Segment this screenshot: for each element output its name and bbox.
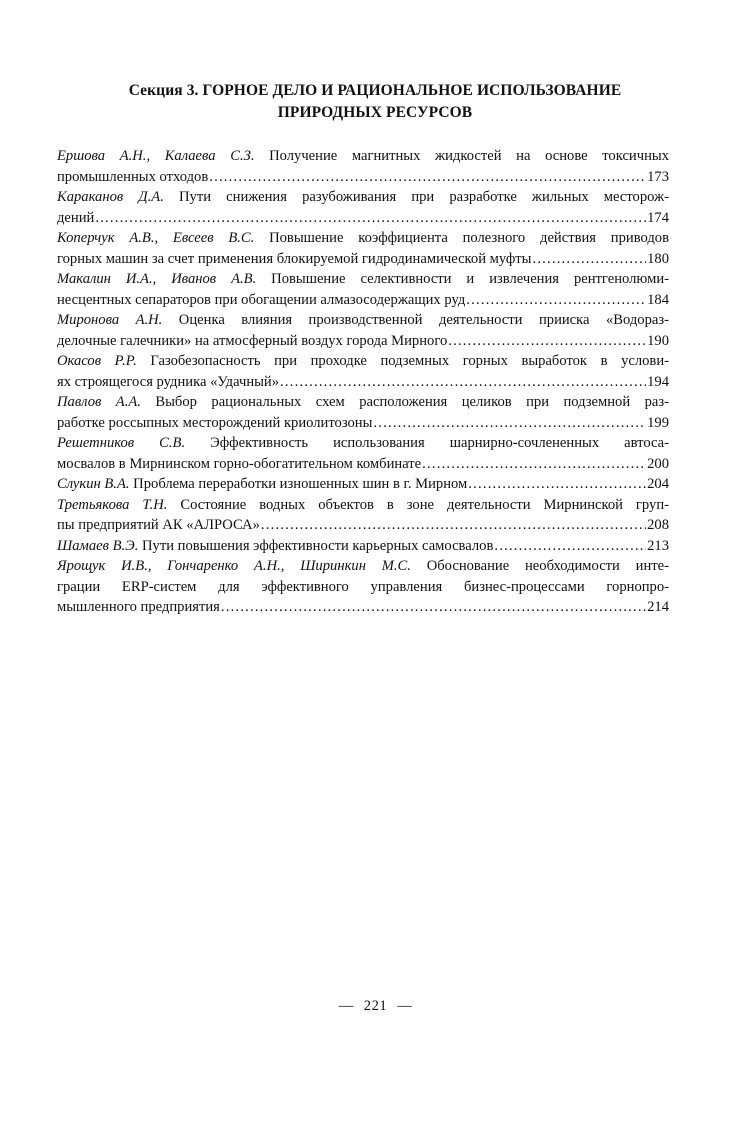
- toc-entry-authors: Слукин В.А.: [57, 476, 130, 492]
- toc-entry-title-end: работке россыпных месторождений криолитозоны: [57, 414, 373, 431]
- toc-entry-last-line: [57, 167, 669, 188]
- toc-entry-last-line: [57, 290, 669, 311]
- toc-entry-title-start: Газобезопасность при проходке подземных горных выработок в услови-: [136, 353, 669, 369]
- toc-entry: [57, 474, 669, 495]
- toc-entry-lead: [57, 392, 669, 413]
- table-of-contents: [57, 146, 669, 618]
- toc-entry: [57, 433, 669, 474]
- leader-dots: [280, 372, 646, 393]
- toc-entry-page: 208: [647, 517, 669, 533]
- toc-entry-last-line: [57, 474, 669, 495]
- leader-dots: [448, 331, 646, 352]
- toc-entry-authors: Коперчук А.В., Евсеев В.С.: [57, 230, 255, 246]
- toc-entry-title-middle: грации ERP-систем для эффективного управления бизнес-процессами горнопро-: [57, 578, 669, 595]
- toc-entry-page: 200: [647, 455, 669, 472]
- toc-entry: [57, 269, 669, 310]
- toc-entry-last-line: [57, 536, 669, 557]
- toc-entry-title-start: Проблема переработки изношенных шин в г. Мирном: [129, 476, 468, 492]
- toc-entry-title-end: дений: [57, 209, 95, 226]
- leader-dots: [261, 515, 646, 536]
- toc-entry-title-start: Обоснование необходимости инте-: [410, 558, 669, 574]
- toc-entry-page: 180: [647, 250, 669, 267]
- leader-dots: [95, 208, 646, 229]
- toc-entry-title: [57, 474, 467, 495]
- toc-entry-title-end: ях строящегося рудника «Удачный»: [57, 373, 280, 390]
- toc-entry-lead: [57, 187, 669, 208]
- leader-dots: [494, 536, 646, 557]
- toc-entry-last-line: [57, 208, 669, 229]
- toc-entry-lead: [57, 269, 669, 290]
- toc-entry-lead: [57, 146, 669, 167]
- toc-entry-authors: Макалин И.А., Иванов А.В.: [57, 271, 257, 287]
- toc-entry-page: 214: [647, 599, 669, 615]
- toc-entry-title-end: пы предприятий АК «АЛРОСА»: [57, 517, 260, 533]
- leader-dots: [466, 290, 646, 311]
- toc-entry-title: [57, 536, 493, 557]
- toc-entry-title-start: Пути снижения разубоживания при разработке жильных месторож-: [163, 189, 670, 205]
- toc-entry-lead: [57, 310, 669, 331]
- toc-entry-title-start: Эффективность использования шарнирно-сочлененных автоса-: [185, 435, 669, 451]
- toc-entry: [57, 187, 669, 228]
- toc-entry-last-line: [57, 454, 669, 475]
- toc-entry-title-start: Оценка влияния производственной деятельности прииска «Водораз-: [162, 312, 669, 328]
- toc-entry-last-line: [57, 372, 669, 393]
- toc-entry: [57, 495, 669, 536]
- footer-dash-left: —: [338, 998, 354, 1014]
- leader-dots: [532, 249, 646, 270]
- toc-entry-page: 184: [647, 291, 669, 308]
- toc-entry-title-end: промышленных отходов: [57, 168, 209, 185]
- toc-entry-authors: Решетников С.В.: [57, 435, 186, 451]
- toc-entry-lead: [57, 556, 669, 577]
- toc-entry-authors: Миронова А.Н.: [57, 312, 163, 328]
- section-title-line-2: ПРИРОДНЫХ РЕСУРСОВ: [277, 104, 473, 121]
- toc-entry: [57, 310, 669, 351]
- toc-entry-last-line: [57, 413, 669, 434]
- section-title: [60, 80, 690, 124]
- leader-dots: [373, 413, 646, 434]
- toc-entry-last-line: [57, 249, 669, 270]
- toc-entry-title-end: делочные галечники» на атмосферный воздух города Мирного: [57, 332, 448, 349]
- toc-entry-lead: [57, 351, 669, 372]
- toc-entry-last-line: [57, 515, 669, 536]
- toc-entry: [57, 556, 669, 618]
- toc-entry-page: 194: [647, 373, 669, 390]
- toc-entry-title-start: Состояние водных объектов в зоне деятельности Мирнинской груп-: [167, 496, 669, 513]
- toc-entry-authors: Ершова А.Н., Калаева С.З.: [57, 148, 255, 164]
- toc-entry-title-end: мосвалов в Мирнинском горно-обогатительном комбинате: [57, 455, 422, 472]
- toc-entry-authors: Ярощук И.В., Гончаренко А.Н., Ширинкин М.С.: [57, 558, 411, 574]
- toc-entry-title-end: несцентных сепараторов при обогащении алмазосодержащих руд: [57, 291, 466, 308]
- toc-entry: [57, 228, 669, 269]
- toc-entry-lead: [57, 495, 669, 516]
- toc-entry-page: 173: [647, 168, 669, 185]
- toc-entry-authors: Караканов Д.А.: [57, 189, 164, 205]
- footer-dash-right: —: [397, 998, 413, 1014]
- toc-entry-authors: Окасов Р.Р.: [57, 353, 137, 369]
- toc-entry: [57, 536, 669, 557]
- toc-entry-lead: [57, 433, 669, 454]
- toc-entry-authors: Третьякова Т.Н.: [57, 496, 168, 513]
- toc-entry-authors: Павлов А.А.: [57, 394, 141, 410]
- toc-entry-last-line: [57, 597, 669, 618]
- toc-entry: [57, 351, 669, 392]
- toc-entry-last-line: [57, 331, 669, 352]
- toc-entry-title-start: Повышение коэффициента полезного действия приводов: [254, 230, 669, 246]
- toc-entry-page: 190: [647, 332, 669, 349]
- toc-entry-title-start: Получение магнитных жидкостей на основе токсичных: [254, 148, 669, 164]
- leader-dots: [209, 167, 646, 188]
- leader-dots: [221, 597, 646, 618]
- toc-entry-page: 199: [647, 414, 669, 431]
- toc-entry-lead: [57, 228, 669, 249]
- page-number: 221: [363, 998, 388, 1014]
- section-title-line-1: Секция 3. ГОРНОЕ ДЕЛО И РАЦИОНАЛЬНОЕ ИСПОЛЬЗОВАНИЕ: [128, 82, 622, 99]
- toc-entry: [57, 392, 669, 433]
- toc-entry-title-end: мышленного предприятия: [57, 599, 220, 615]
- toc-entry-page: 174: [647, 209, 669, 226]
- toc-entry-title-start: Пути повышения эффективности карьерных самосвалов: [138, 537, 494, 554]
- leader-dots: [468, 474, 646, 495]
- leader-dots: [422, 454, 646, 475]
- toc-entry-page: 204: [647, 476, 669, 492]
- toc-entry-title-start: Повышение селективности и извлечения рентгенолюми-: [256, 271, 670, 287]
- toc-entry-title-start: Выбор рациональных схем расположения целиков при подземной раз-: [140, 394, 669, 410]
- page-footer: [0, 998, 751, 1015]
- toc-entry-page: 213: [647, 537, 669, 554]
- toc-entry: [57, 146, 669, 187]
- toc-entry-authors: Шамаев В.Э.: [57, 537, 139, 554]
- toc-entry-title-end: горных машин за счет применения блокируемой гидродинамической муфты: [57, 250, 532, 267]
